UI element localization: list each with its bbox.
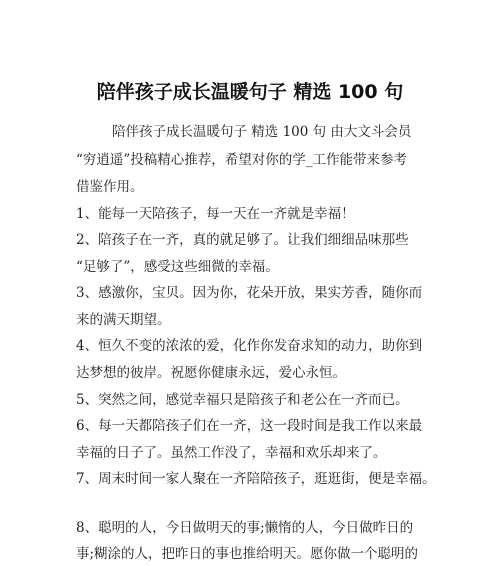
paragraph-line: 4、恒久不变的浓浓的爱，化作你发奋求知的动力，助你到: [76, 338, 423, 354]
paragraph-line: 幸福的日子了。虽然工作没了，幸福和欢乐却来了。: [76, 445, 387, 461]
paragraph-line: 借鉴作用。: [76, 179, 144, 195]
paragraph-line: 1、能每一天陪孩子，每一天在一齐就是幸福！: [76, 206, 355, 222]
paragraph-line: 来的满天期望。: [76, 312, 171, 328]
paragraph-line: 达梦想的彼岸。祝愿你健康永远，爱心永恒。: [76, 365, 346, 381]
paragraph-line: “穷逍遥”投稿精心推荐，希望对你的学_工作能带来参考: [76, 152, 408, 168]
paragraph-line: 陪伴孩子成长温暖句子 精选 100 句 由大文斗会员: [112, 124, 412, 140]
paragraph-line: 事;糊涂的人，把昨日的事也推给明天。愿你做一个聪明的: [76, 546, 419, 562]
paragraph-line: 5、突然之间，感觉幸福只是陪孩子和老公在一齐而已。: [76, 392, 409, 408]
paragraph-line: 3、感激你，宝贝。因为你，花朵开放，果实芳香，随你而: [76, 285, 423, 301]
paragraph-line: 6、每一天都陪孩子们在一齐，这一段时间是我工作以来最: [76, 418, 423, 434]
paragraph-line: 8、聪明的人，今日做明天的事;懒惰的人，今日做昨日的: [76, 520, 414, 536]
paragraph-line: 7、周末时间一家人聚在一齐陪陪孩子，逛逛街，便是幸福。: [76, 471, 436, 487]
document-title: 陪伴孩子成长温暖句子 精选 100 句: [96, 81, 404, 103]
paragraph-line: “足够了”，感受这些细微的幸福。: [76, 259, 279, 275]
paragraph-line: 2、陪孩子在一齐，真的就足够了。让我们细细品味那些: [76, 232, 409, 248]
